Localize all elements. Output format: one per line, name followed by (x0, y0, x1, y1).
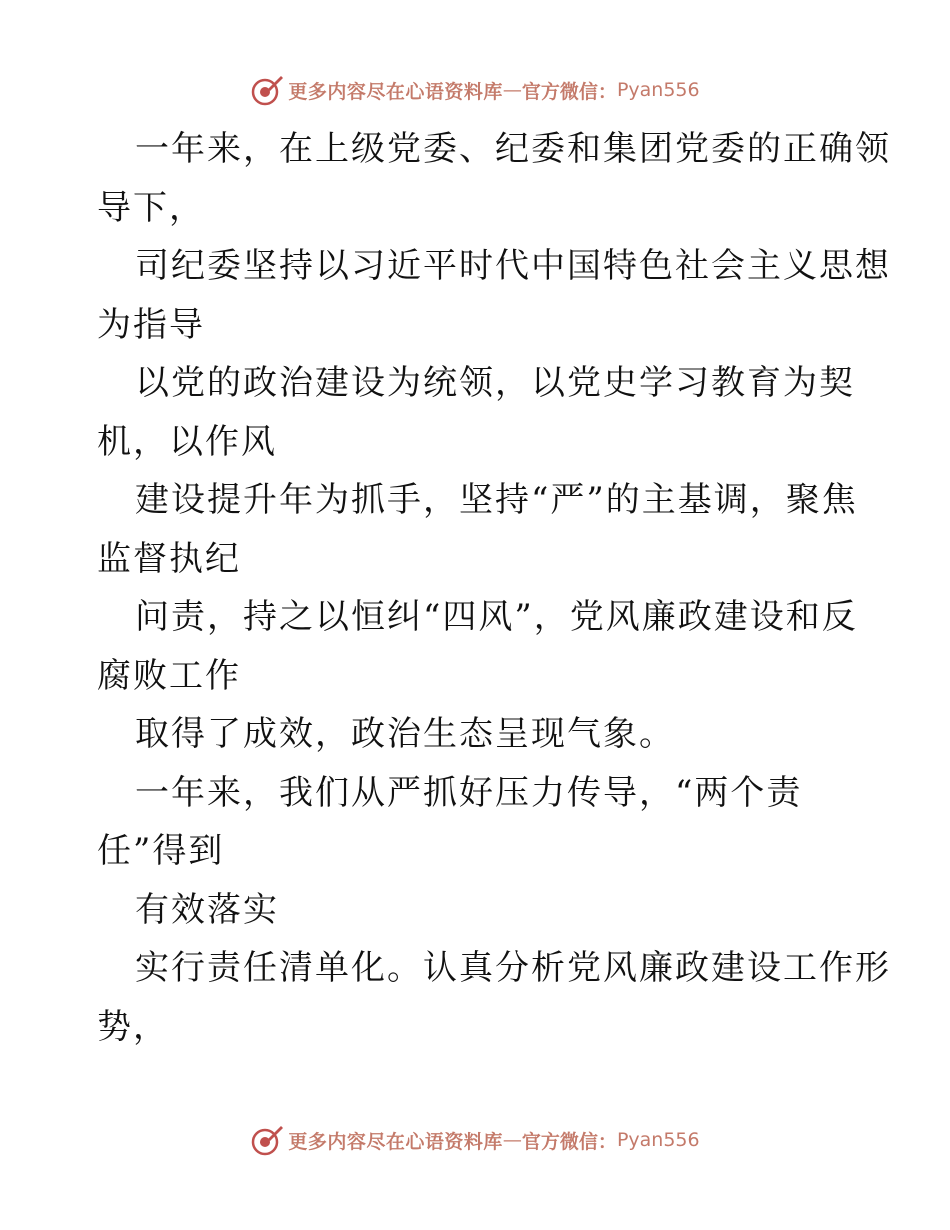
text-line: 机，以作风 (97, 421, 277, 462)
footer-banner (0, 1120, 950, 1160)
text-line: 导下， (97, 187, 205, 228)
text-line: 司纪委坚持以习近平时代中国特色社会主义思想 (135, 246, 891, 286)
text-line: 问责，持之以恒纠“四风”，党风廉政建设和反 (135, 597, 858, 637)
footer-separator: — (502, 1129, 522, 1151)
text-line: 有效落实 (135, 889, 279, 930)
text-line: 建设提升年为抓手，坚持“严”的主基调，聚焦 (135, 480, 858, 520)
text-line: 取得了成效，政治生态呈现气象。 (135, 714, 675, 754)
text-line: 势， (97, 1006, 169, 1047)
logo-icon (250, 73, 284, 107)
footer-text: 更多内容尽在心语资料库 (288, 1130, 503, 1153)
text-line: 一年来，在上级党委、纪委和集团党委的正确领 (135, 129, 891, 169)
text-line: 腐败工作 (97, 655, 241, 696)
text-line: 一年来，我们从严抓好压力传导，“两个责 (135, 772, 803, 813)
text-line: 任”得到 (97, 831, 225, 871)
text-line: 以党的政治建设为统领，以党史学习教育为契 (135, 363, 855, 403)
logo-icon (250, 1123, 284, 1157)
header-wechat-id: Pyan556 (616, 79, 700, 101)
body-text (97, 120, 891, 1056)
header-separator: — (502, 79, 522, 101)
text-line: 监督执纪 (97, 538, 241, 579)
footer-wechat-label: 官方微信： (521, 1130, 617, 1153)
text-line: 实行责任清单化。认真分析党风廉政建设工作形 (135, 948, 891, 988)
header-wechat-label: 官方微信： (521, 80, 617, 103)
header-banner (0, 70, 950, 110)
footer-wechat-id: Pyan556 (616, 1129, 700, 1151)
header-text: 更多内容尽在心语资料库 (288, 80, 503, 103)
text-line: 为指导 (97, 304, 205, 345)
